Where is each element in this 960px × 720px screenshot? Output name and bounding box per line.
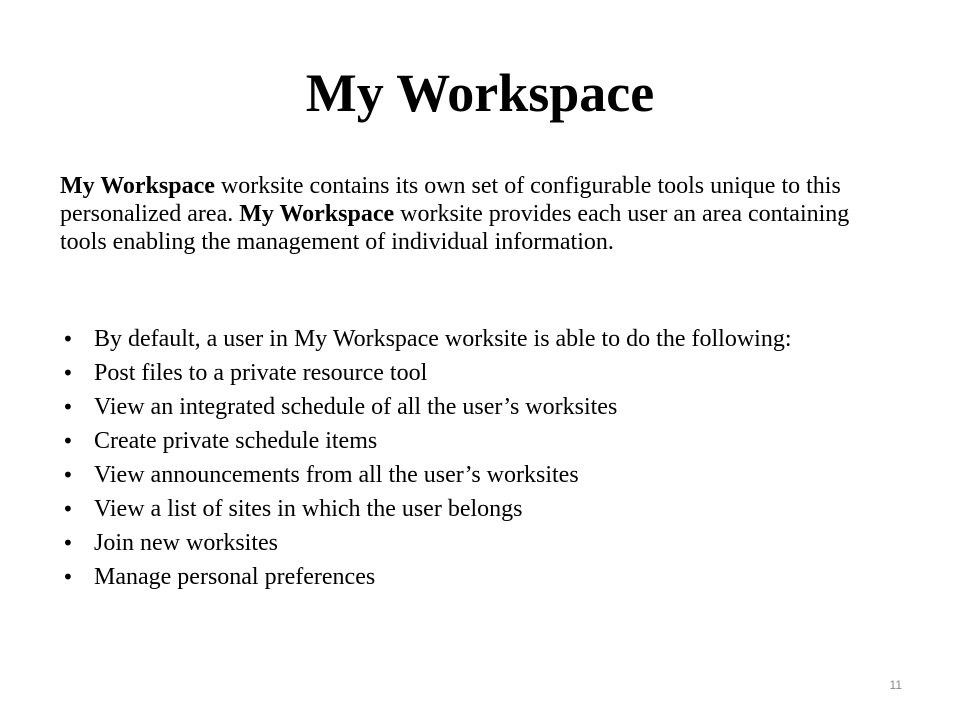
bullet-text: Create private schedule items	[94, 428, 378, 454]
intro-text-1: worksite contains its own set of configurable tools unique to this personalized area.	[60, 173, 841, 227]
bullet-icon: •	[62, 565, 74, 589]
intro-paragraph	[60, 172, 900, 256]
bullet-text: Post files to a private resource tool	[94, 360, 428, 386]
bullet-icon: •	[62, 531, 74, 555]
bullet-item	[60, 496, 900, 522]
bullet-icon: •	[62, 463, 74, 487]
bullet-icon: •	[62, 395, 74, 419]
bullet-item	[60, 462, 900, 488]
bullet-icon: •	[62, 327, 74, 351]
bullet-item	[60, 530, 900, 556]
bullet-item	[60, 564, 900, 590]
bullet-text: View an integrated schedule of all the user’s worksites	[94, 394, 618, 420]
intro-bold-term-1: My Workspace	[60, 173, 215, 199]
page-number: 11	[889, 678, 902, 692]
bullet-item	[60, 326, 900, 352]
bullet-item	[60, 428, 900, 454]
intro-text-2: worksite provides each user an area containing tools enabling the management of individual information.	[60, 201, 850, 255]
bullet-text: By default, a user in My Workspace worksite is able to do the following:	[94, 326, 792, 352]
bullet-list	[60, 326, 900, 598]
bullet-icon: •	[62, 361, 74, 385]
bullet-icon: •	[62, 497, 74, 521]
bullet-item	[60, 360, 900, 386]
bullet-text: Manage personal preferences	[94, 564, 376, 590]
bullet-item	[60, 394, 900, 420]
intro-bold-term-2: My Workspace	[239, 201, 395, 227]
slide-title: My Workspace	[305, 63, 655, 123]
bullet-text: Join new worksites	[94, 530, 278, 556]
bullet-text: View a list of sites in which the user belongs	[94, 496, 523, 522]
bullet-text: View announcements from all the user’s worksites	[94, 462, 579, 488]
bullet-icon: •	[62, 429, 74, 453]
